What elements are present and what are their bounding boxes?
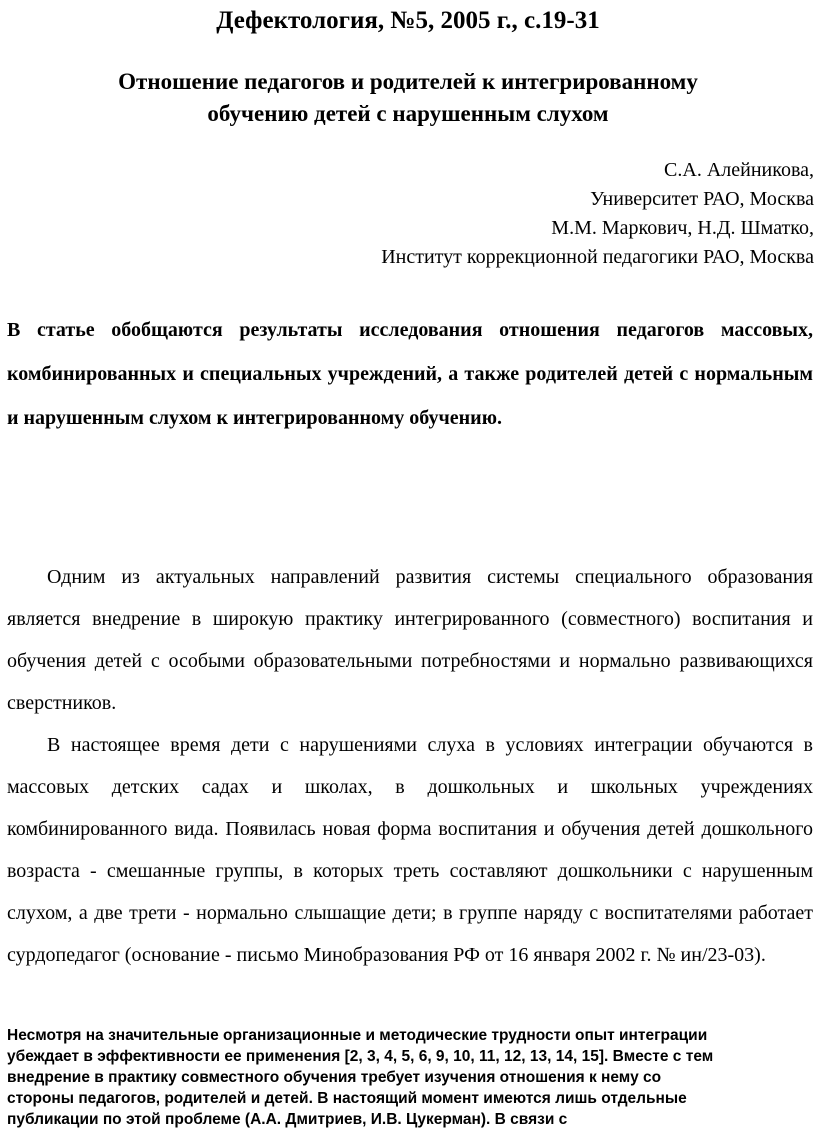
body-paragraph: Одним из актуальных направлений развития системы специального образования является внедрение в широкую практику интегрированного (совместного) воспитания и обучения детей с особыми образовательными потребностями и нормально развивающихся сверстников. xyxy=(7,566,813,714)
journal-reference: Дефектология, №5, 2005 г., с.19-31 xyxy=(216,7,600,34)
affiliation-line: Институт коррекционной педагогики РАО, Москва xyxy=(381,246,814,268)
abstract: В статье обобщаются результаты исследования отношения педагогов массовых, комбинированных и специальных учреждений, а также родителей детей с нормальным и нарушенным слухом к интегрированному обучению. xyxy=(7,319,813,429)
body-paragraph: В настоящее время дети с нарушениями слуха в условиях интеграции обучаются в массовых детских садах и школах, в дошкольных и школьных учреждениях комбинированного вида. Появилась новая форма воспитания и обучения детей дошкольного возраста - смешанные группы, в которых треть составляют дошкольники с нарушенным слухом, а две трети - нормально слышащие дети; в группе наряду с воспитателями работает сурдопедагог (основание - письмо Минобразования РФ от 16 января 2002 г. № ин/23-03). xyxy=(7,734,813,966)
author-line: С.А. Алейникова, xyxy=(664,159,814,181)
bottom-text-line: внедрение в практику совместного обучения требует изучения отношения к нему со xyxy=(7,1069,662,1086)
bottom-text-line: Несмотря на значительные организационные и методические трудности опыт интеграции xyxy=(7,1027,708,1044)
bottom-text-line: стороны педагогов, родителей и детей. В настоящий момент имеются лишь отдельные xyxy=(7,1090,687,1107)
article-title xyxy=(0,66,816,130)
bottom-text-line: убеждает в эффективности ее применения [2, 3, 4, 5, 6, 9, 10, 11, 12, 13, 14, 15]. Вместе с тем xyxy=(7,1048,714,1065)
article-title-line-2: обучению детей с нарушенным слухом xyxy=(207,101,609,126)
affiliation-line: Университет РАО, Москва xyxy=(590,188,814,210)
authors-block xyxy=(381,156,814,272)
article-body xyxy=(7,556,813,976)
bottom-text-line: публикации по этой проблеме (А.А. Дмитриев, И.В. Цукерман). В связи с xyxy=(7,1111,568,1128)
bottom-text-block xyxy=(7,1025,807,1130)
article-title-line-1: Отношение педагогов и родителей к интегрированному xyxy=(118,69,698,94)
author-line: М.М. Маркович, Н.Д. Шматко, xyxy=(551,217,814,239)
